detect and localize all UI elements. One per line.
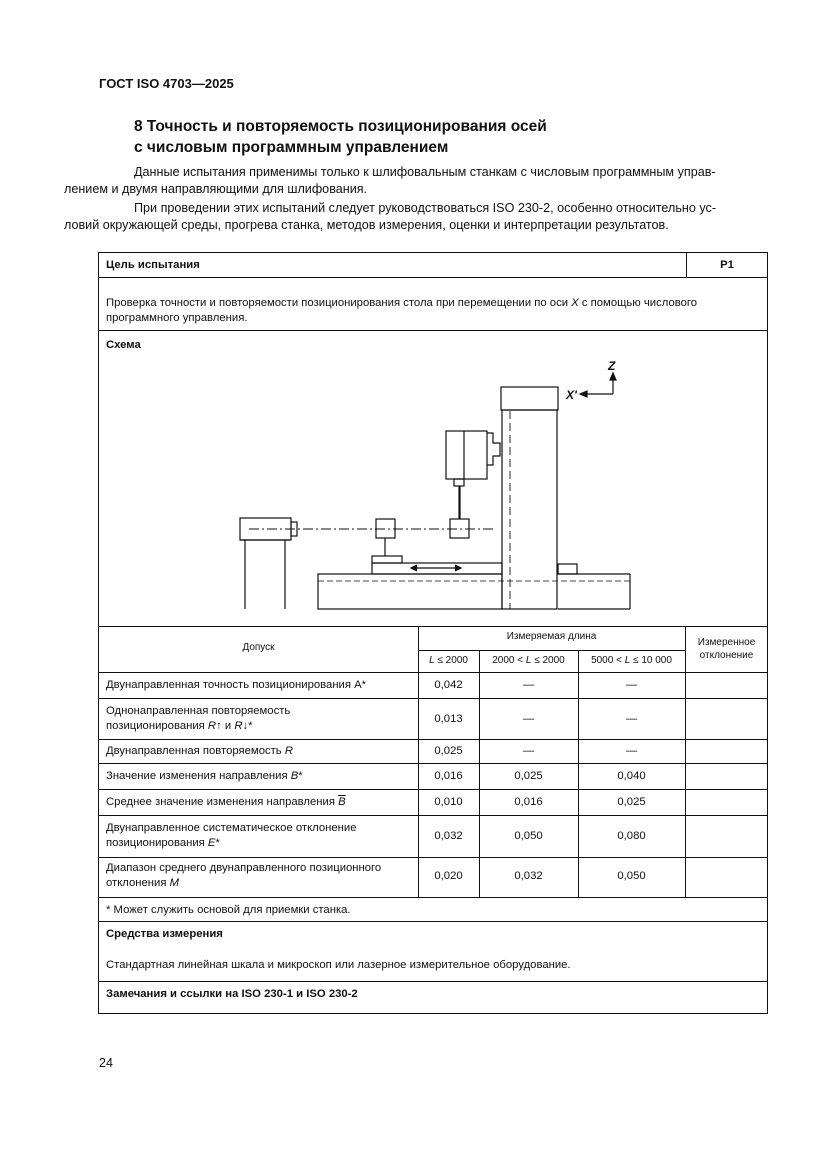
table-cell: 0,025 (434, 745, 463, 757)
intro-paragraph-1: Данные испытания применимы только к шлифовальным станкам с числовым программным управ- лением и двумя направляющими для шлифования. (64, 165, 716, 197)
table-row-label: Диапазон среднего двунаправленного позиционного отклонения M (106, 862, 382, 889)
table-footnote: * Может служить основой для приемки станка. (106, 904, 351, 916)
subcol-length-3: 5000 < L ≤ 10 000 (591, 655, 672, 666)
table-cell: — (522, 679, 535, 691)
section-title-line-1: 8 Точность и повторяемость позиционирования осей (134, 118, 547, 135)
diagram-label: Схема (106, 339, 141, 351)
test-code: P1 (720, 259, 734, 271)
table-cell: — (625, 679, 638, 691)
spindle-head (446, 431, 500, 519)
table-row-label: Однонаправленная повторяемость позиционирования R↑ и R↓* (106, 705, 291, 732)
table-cell: 0,025 (514, 770, 543, 782)
col-measured-deviation: Измеренное отклонение (697, 637, 756, 661)
objective-text: Проверка точности и повторяемости позиционирования стола при перемещении по оси X с помощью числового программного управления. (106, 297, 698, 324)
table-cell: 0,032 (434, 830, 463, 842)
table-cell: 0,013 (434, 713, 463, 725)
table-cell: 0,042 (434, 679, 463, 691)
table-cell: 0,020 (434, 870, 463, 882)
section-title-line-2: с числовым программным управлением (134, 139, 449, 156)
table-cell: 0,080 (617, 830, 646, 842)
table-cell: 0,050 (617, 870, 646, 882)
table-cell: — (522, 713, 535, 725)
page-number: 24 (99, 1056, 113, 1070)
machine-base (318, 563, 630, 609)
table-cell: 0,032 (514, 870, 543, 882)
left-bracket (240, 518, 297, 609)
instruments-label: Средства измерения (106, 928, 223, 940)
axis-indicator (580, 373, 616, 397)
axis-x-label: X' (566, 388, 577, 402)
table-fixture (372, 556, 402, 563)
axis-z-label: Z (608, 359, 616, 373)
table-cell: — (625, 713, 638, 725)
table-cell: — (522, 745, 535, 757)
subcol-length-2: 2000 < L ≤ 2000 (492, 655, 565, 666)
table-row-label: Двунаправленная повторяемость R (106, 745, 293, 757)
subcol-length-1: L ≤ 2000 (429, 655, 468, 666)
remarks-label: Замечания и ссылки на ISO 230-1 и ISO 230-2 (106, 988, 358, 1000)
table-cell: 0,016 (434, 770, 463, 782)
intro-paragraph-2: При проведении этих испытаний следует руководствоваться ISO 230-2, особенно относительно ус- ловий окружающей среды, прогрева станка, методов измерения, оценки и интерпретации результатов. (64, 200, 717, 233)
table-cell: 0,010 (434, 796, 463, 808)
table-cell: 0,025 (617, 796, 646, 808)
table-row-label: Значение изменения направления B* (106, 770, 303, 782)
table-row-label: Двунаправленное систематическое отклонение позиционирования E* (106, 822, 357, 849)
table-row-label: Среднее значение изменения направления $\overline{B}$ (106, 796, 346, 808)
table-row-label: Двунаправленная точность позиционирования A* (106, 679, 367, 691)
instruments-text: Стандартная линейная шкала и микроскоп или лазерное измерительное оборудование. (106, 959, 571, 971)
test-sheet-table (98, 252, 768, 1014)
table-motion-arrow (411, 565, 461, 571)
table-cell: 0,040 (617, 770, 646, 782)
machine-column (501, 387, 558, 609)
col-tolerance: Допуск (242, 642, 275, 653)
section-intro (64, 164, 769, 235)
table-cell: — (625, 745, 638, 757)
table-cell: 0,050 (514, 830, 543, 842)
objective-label: Цель испытания (106, 259, 200, 271)
table-cell: 0,016 (514, 796, 543, 808)
machine-schematic (99, 331, 767, 625)
col-measured-length: Измеряемая длина (506, 631, 597, 642)
standard-id: ГОСТ ISO 4703—2025 (99, 76, 234, 91)
section-title (134, 116, 547, 158)
